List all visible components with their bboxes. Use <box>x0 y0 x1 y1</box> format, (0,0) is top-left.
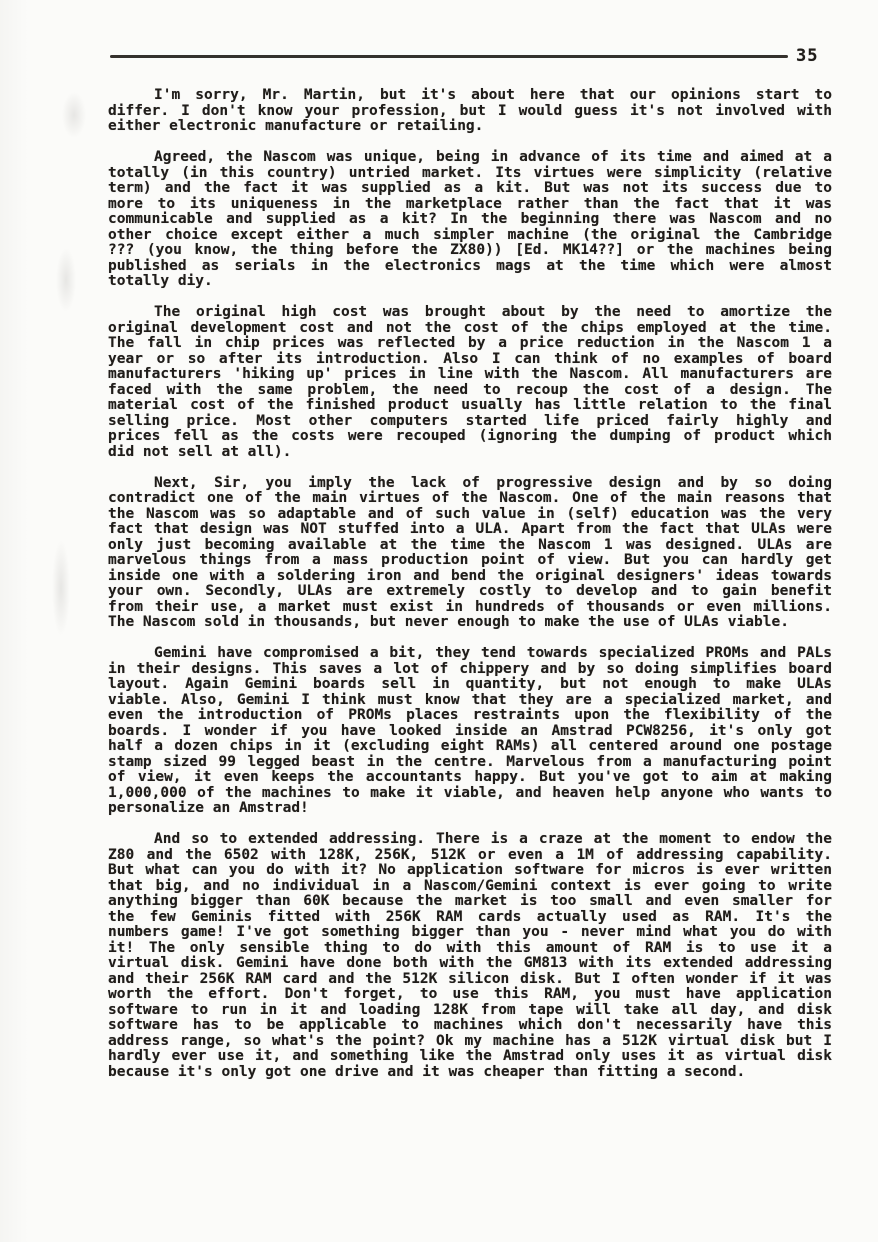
text-line: only just becoming available at the time the Nascom 1 was designed. ULAs are <box>108 536 832 553</box>
text-line: totally (in this country) untried market. Its virtues were simplicity (relative <box>108 164 832 181</box>
text-line: more to its uniqueness in the marketplace rather than the fact that it was <box>108 195 832 212</box>
text-line: The Nascom sold in thousands, but never enough to make the use of ULAs viable. <box>108 614 789 630</box>
text-line: from their use, a market must exist in hundreds of thousands or even millions. <box>108 598 832 615</box>
text-line: totally diy. <box>108 273 213 289</box>
text-line: either electronic manufacture or retailing. <box>108 118 484 134</box>
paragraph <box>108 832 832 1080</box>
text-line: I'm sorry, Mr. Martin, but it's about here that our opinions start to <box>154 87 832 103</box>
text-line: faced with the same problem, the need to recoup the cost of a design. The <box>108 381 832 398</box>
scan-artifact <box>62 92 86 138</box>
text-line: viable. Also, Gemini I think must know that they are a specialized market, and <box>108 691 832 708</box>
scan-artifact <box>56 248 76 312</box>
text-line: fact that design was NOT stuffed into a ULA. Apart from the fact that ULAs were <box>108 521 832 537</box>
text-line: software to run in it and loading 128K from tape will take all day, and disk <box>108 1001 832 1018</box>
text-line: selling price. Most other computers started life priced fairly highly and <box>108 412 832 429</box>
header-rule <box>110 55 788 58</box>
text-line: original development cost and not the cost of the chips employed at the time. <box>108 319 832 336</box>
text-line: the Nascom was so adaptable and of such value in (self) education was the very <box>108 505 832 522</box>
text-line: But what can you do with it? No application software for micros is ever written <box>108 862 832 878</box>
text-line: published as serials in the electronics mags at the time which were almost <box>108 257 832 274</box>
text-line: Z80 and the 6502 with 128K, 256K, 512K or even a 1M of addressing capability. <box>108 846 832 863</box>
paragraph <box>108 150 832 290</box>
text-line: hardly ever use it, and something like the Amstrad only uses it as virtual disk <box>108 1048 832 1064</box>
text-line: numbers game! I've got something bigger than you - never mind what you do with <box>108 924 832 940</box>
text-line: The original high cost was brought about by the need to amortize the <box>154 304 832 320</box>
text-line: anything bigger than 60K because the market is too small and even smaller for <box>108 893 832 909</box>
text-line: even the introduction of PROMs places restraints upon the flexibility of the <box>108 707 832 723</box>
text-line: Gemini have compromised a bit, they tend towards specialized PROMs and PALs <box>154 645 832 661</box>
paragraph <box>108 476 832 631</box>
text-line: software has to be applicable to machines which don't necessarily have this <box>108 1017 832 1033</box>
text-line: Agreed, the Nascom was unique, being in advance of its time and aimed at a <box>154 149 832 165</box>
text-line: it! The only sensible thing to do with this amount of RAM is to use it a <box>108 939 832 956</box>
text-line: differ. I don't know your profession, but I would guess it's not involved with <box>108 102 832 119</box>
text-line: Next, Sir, you imply the lack of progressive design and by so doing <box>154 474 832 491</box>
text-line: inside one with a soldering iron and bend the original designers' ideas towards <box>108 567 832 584</box>
text-line: material cost of the finished product usually has little relation to the final <box>108 397 832 413</box>
text-line: contradict one of the main virtues of the Nascom. One of the main reasons that <box>108 490 832 506</box>
text-line: virtual disk. Gemini have done both with the GM813 with its extended addressing <box>108 955 832 971</box>
paragraph <box>108 646 832 817</box>
text-line: because it's only got one drive and it was cheaper than fitting a second. <box>108 1063 746 1080</box>
text-line: stamp sized 99 legged beast in the centre. Marvelous from a manufacturing point <box>108 753 832 770</box>
text-line: layout. Again Gemini boards sell in quantity, but not enough to make ULAs <box>108 676 832 692</box>
paragraph <box>108 88 832 135</box>
text-line: did not sell at all). <box>108 443 292 460</box>
text-line: manufacturers 'hiking up' prices in line with the Nascom. All manufacturers are <box>108 366 832 382</box>
text-line: address range, so what's the point? Ok my machine has a 512K virtual disk but I <box>108 1032 832 1049</box>
text-line: prices fell as the costs were recouped (ignoring the dumping of product which <box>108 428 832 444</box>
text-line: worth the effort. Don't forget, to use this RAM, you must have application <box>108 986 832 1002</box>
text-line: in their designs. This saves a lot of chippery and by so doing simplifies board <box>108 660 832 677</box>
text-line: that big, and no individual in a Nascom/Gemini context is ever going to write <box>108 877 832 894</box>
text-line: half a dozen chips in it (excluding eight RAMs) all centered around one postage <box>108 738 832 754</box>
text-line: your own. Secondly, ULAs are extremely costly to develop and to gain benefit <box>108 583 832 599</box>
text-line: the few Geminis fitted with 256K RAM cards actually used as RAM. It's the <box>108 908 832 925</box>
text-line: ??? (you know, the thing before the ZX80)) [Ed. MK14??] or the machines being <box>108 242 832 258</box>
text-line: boards. I wonder if you have looked inside an Amstrad PCW8256, it's only got <box>108 722 832 739</box>
text-line: other choice except either a much simpler machine (the original the Cambridge <box>108 226 832 243</box>
text-line: and their 256K RAM card and the 512K silicon disk. But I often wonder if it was <box>108 970 832 987</box>
text-line: of view, it even keeps the accountants happy. But you've got to aim at making <box>108 769 832 785</box>
text-line: marvelous things from a mass production point of view. But you can hardly get <box>108 552 832 568</box>
text-line: term) and the fact it was supplied as a kit. But was not its success due to <box>108 180 832 196</box>
scan-artifact <box>52 540 70 636</box>
text-line: The fall in chip prices was reflected by a price reduction in the Nascom 1 a <box>108 335 832 351</box>
text-line: 1,000,000 of the machines to make it viable, and heaven help anyone who wants to <box>108 784 832 801</box>
paragraph <box>108 305 832 460</box>
text-line: And so to extended addressing. There is a craze at the moment to endow the <box>154 831 832 847</box>
text-line: personalize an Amstrad! <box>108 800 309 816</box>
page-number: 35 <box>796 46 819 66</box>
letter-body <box>108 88 832 1096</box>
text-line: communicable and supplied as a kit? In the beginning there was Nascom and no <box>108 211 832 227</box>
text-line: year or so after its introduction. Also I can think of no examples of board <box>108 350 832 367</box>
